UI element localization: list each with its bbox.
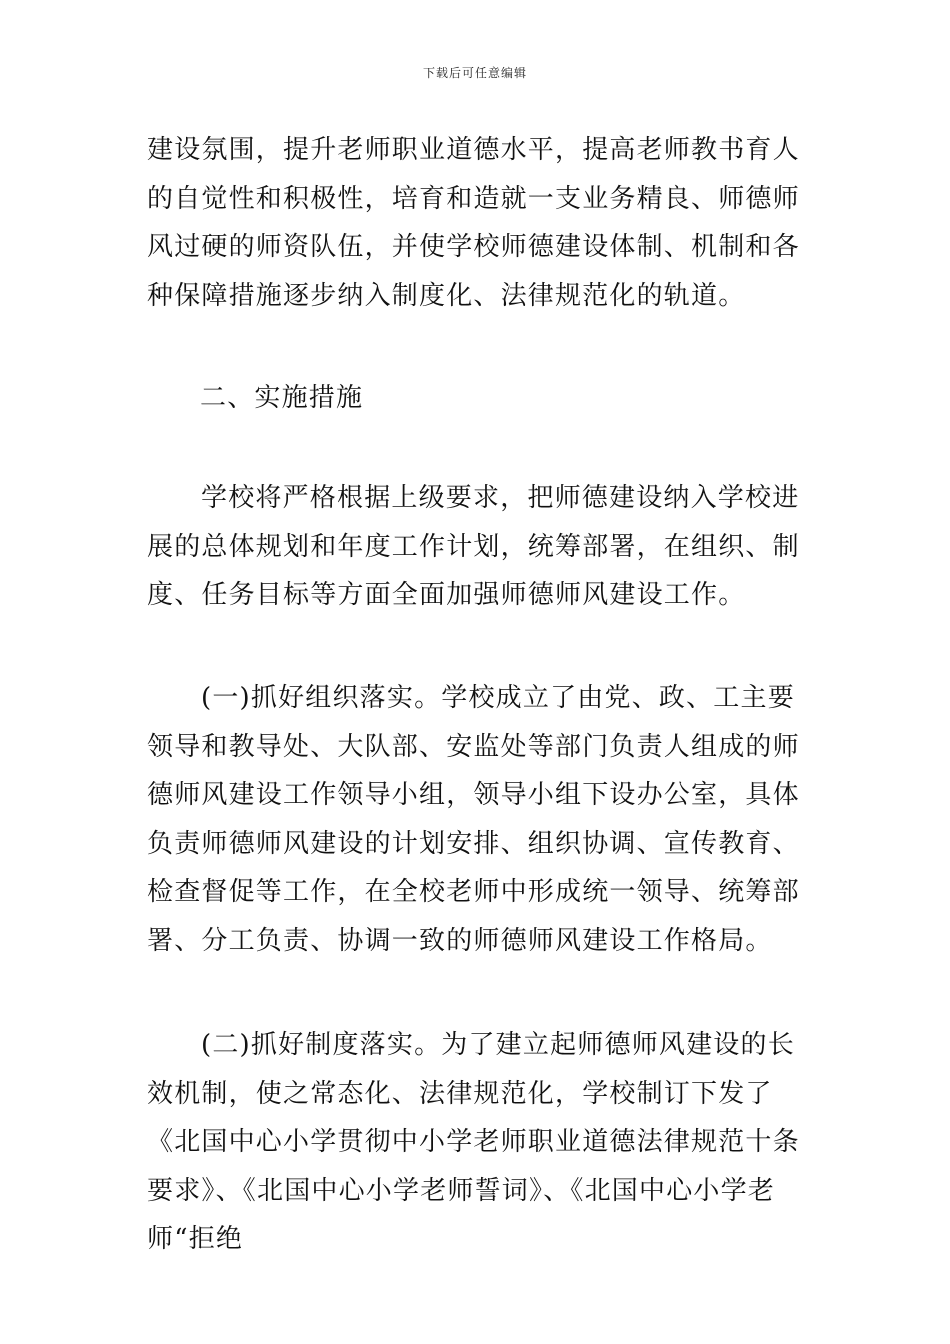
paragraph-implementation: [147, 474, 807, 620]
section-heading: 二、实施措施: [200, 383, 364, 413]
paragraph-text: (一)抓好组织落实。学校成立了由党、政、工主要领导和教导处、大队部、安监处等部门负责人组成的师德师风建设工作领导小组，领导小组下设办公室，具体负责师德师风建设的计划安排、组织协调、宣传教育、检查督促等工作，在全校老师中形成统一领导、统筹部署、分工负责、协调一致的师德师风建设工作格局。: [147, 683, 800, 956]
paragraph-text: 学校将严格根据上级要求，把师德建设纳入学校进展的总体规划和年度工作计划，统筹部署，在组织、制度、任务目标等方面全面加强师德师风建设工作。: [147, 483, 800, 611]
paragraph-continuation: [147, 126, 807, 320]
paragraph-text: 建设氛围，提升老师职业道德水平，提高老师教书育人的自觉性和积极性，培育和造就一支业务精良、师德师风过硬的师资队伍，并使学校师德建设体制、机制和各种保障措施逐步纳入制度化、法律规范化的轨道。: [147, 135, 800, 311]
paragraph-system: [147, 1021, 807, 1264]
page-header: 下载后可任意编辑: [422, 66, 527, 80]
paragraph-text: (二)抓好制度落实。为了建立起师德师风建设的长效机制，使之常态化、法律规范化，学校制订下发了《北国中心小学贯彻中小学老师职业道德法律规范十条要求》、《北国中心小学老师誓词》、《北国中心小学老师“拒绝: [147, 1030, 800, 1255]
paragraph-organization: [147, 674, 807, 966]
